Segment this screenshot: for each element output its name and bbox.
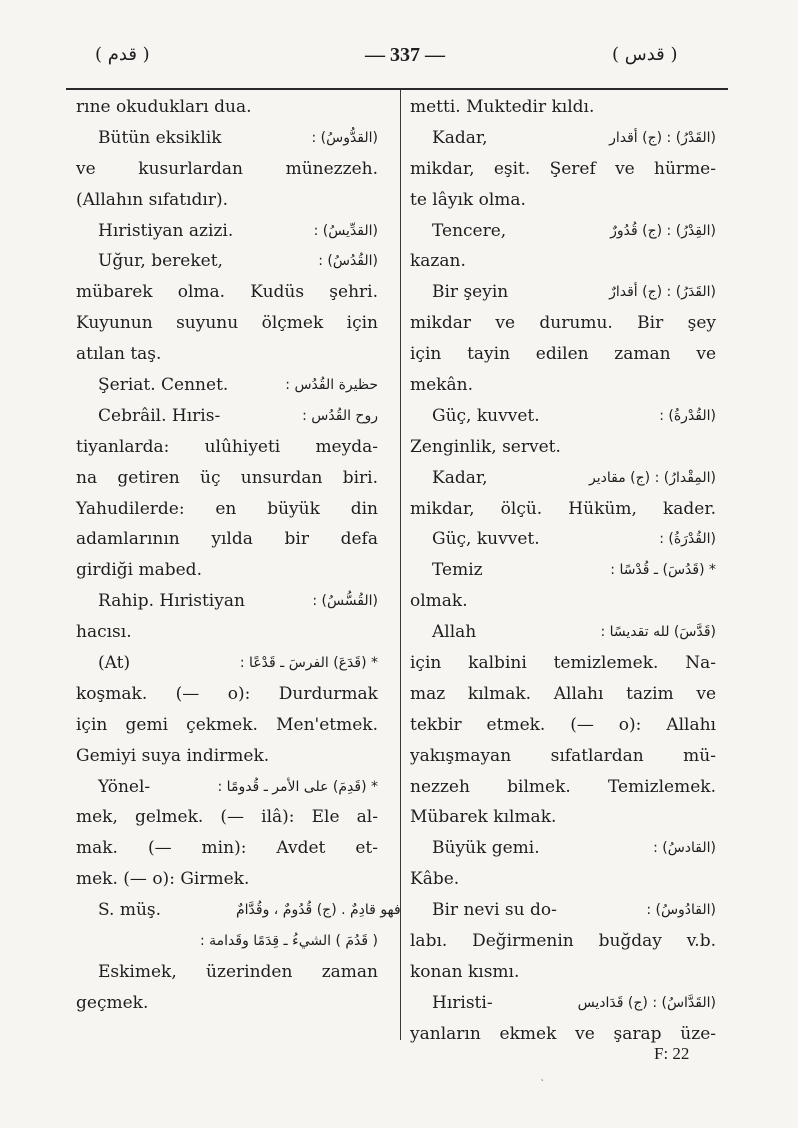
line-text: Kadar, xyxy=(432,467,488,488)
dictionary-line xyxy=(410,926,716,957)
page-number: — 337 — xyxy=(365,44,445,66)
dictionary-line xyxy=(76,401,378,432)
line-text: hacısı. xyxy=(76,622,132,643)
dictionary-line xyxy=(410,988,716,1019)
line-text: geçmek. xyxy=(76,992,149,1013)
line-text: Allah xyxy=(432,622,477,643)
arabic-headword: (القُسُّسُ) : xyxy=(312,593,378,610)
dictionary-line xyxy=(76,185,378,216)
dictionary-line xyxy=(410,833,716,864)
line-text: Kâbe. xyxy=(410,869,460,890)
line-text: adamlarının yılda bir defa xyxy=(76,529,378,550)
dictionary-line xyxy=(76,679,378,710)
arabic-headword: (القَدَّاسُ) : (ج) قَدَاديس xyxy=(577,994,716,1011)
line-text: Tencere, xyxy=(432,220,507,241)
line-text: mekân. xyxy=(410,375,473,396)
line-text: labı. Değirmenin buğday v.b. xyxy=(410,931,716,952)
line-text: yanların ekmek ve şarap üze- xyxy=(410,1023,716,1044)
line-text: na getiren üç unsurdan biri. xyxy=(76,467,378,488)
line-text: Hıristiyan azizi. xyxy=(98,220,234,241)
dictionary-line xyxy=(410,370,716,401)
arabic-headword: حظيرة القُدُس : xyxy=(285,377,378,394)
line-text: nezzeh bilmek. Temizlemek. xyxy=(410,776,716,797)
arabic-headword: فهو قادِمٌ . (ج) قُدُومٌ ، وقُدَّامٌ xyxy=(236,902,401,919)
dictionary-line xyxy=(410,123,716,154)
line-text: ve kusurlardan münezzeh. xyxy=(76,158,378,179)
arabic-headword: ( قَدُمَ ) الشيءُ ـ قِدَمًا وقَدامة : xyxy=(199,933,378,950)
line-text: Bir şeyin xyxy=(432,282,509,303)
line-text: tiyanlarda: ulûhiyeti meyda- xyxy=(76,436,378,457)
line-text: Bir nevi su do- xyxy=(432,900,557,921)
dictionary-line xyxy=(76,895,401,926)
line-text: için gemi çekmek. Men'etmek. xyxy=(76,714,378,735)
line-text: Kuyunun suyunu ölçmek için xyxy=(76,313,378,334)
dictionary-line xyxy=(410,246,716,277)
dictionary-line xyxy=(76,648,378,679)
arabic-headword: * (قَدُسَ) ـ قُدْسًا : xyxy=(610,562,716,579)
line-text: koşmak. (— o): Durdurmak xyxy=(76,683,378,704)
dictionary-line xyxy=(410,216,716,247)
dictionary-line xyxy=(76,710,378,741)
dictionary-line xyxy=(76,926,378,957)
line-text: Güç, kuvvet. xyxy=(432,529,540,550)
line-text: (Allahın sıfatıdır). xyxy=(76,189,228,210)
dictionary-line xyxy=(410,154,716,185)
dictionary-line xyxy=(410,617,716,648)
dictionary-line xyxy=(76,741,378,772)
dictionary-line xyxy=(76,277,378,308)
header-left-word: ( قدم ) xyxy=(95,44,150,65)
arabic-headword: (القدِّيسُ) : xyxy=(313,222,378,239)
arabic-headword: (القِدْرُ) : (ج) قُدُورٌ xyxy=(610,222,716,239)
line-text: Büyük gemi. xyxy=(432,838,540,859)
dictionary-line xyxy=(410,308,716,339)
line-text: Güç, kuvvet. xyxy=(432,405,540,426)
arabic-headword: (القَدْرُ) : (ج) أقدار xyxy=(609,129,716,146)
line-text: Eskimek, üzerinden zaman xyxy=(98,961,378,982)
line-text: Rahip. Hıristiyan xyxy=(98,591,245,612)
dictionary-line xyxy=(410,432,716,463)
line-text: S. müş. xyxy=(98,900,162,921)
dictionary-line xyxy=(410,895,716,926)
line-text: Cebrâil. Hıris- xyxy=(98,405,221,426)
dictionary-line xyxy=(410,524,716,555)
arabic-headword: (القُدُسُ) : xyxy=(318,253,378,270)
line-text: mikdar, eşit. Şeref ve hürme- xyxy=(410,158,716,179)
dictionary-line xyxy=(410,648,716,679)
dictionary-line xyxy=(76,864,378,895)
dictionary-line xyxy=(76,339,378,370)
left-column xyxy=(76,92,401,1019)
dictionary-line xyxy=(76,216,378,247)
dictionary-line xyxy=(410,339,716,370)
line-text: Zenginlik, servet. xyxy=(410,436,561,457)
print-speck: ˛ xyxy=(540,1072,545,1082)
dictionary-line xyxy=(76,833,378,864)
dictionary-line xyxy=(76,432,378,463)
dictionary-line xyxy=(76,555,378,586)
line-text: mikdar ve durumu. Bir şey xyxy=(410,313,716,334)
dictionary-line xyxy=(76,524,378,555)
dictionary-line xyxy=(76,92,378,123)
arabic-headword: (القُدْرةُ) : xyxy=(659,407,716,424)
dictionary-line xyxy=(76,802,378,833)
line-text: için kalbini temizlemek. Na- xyxy=(410,653,716,674)
dictionary-line xyxy=(410,802,716,833)
dictionary-line xyxy=(410,555,716,586)
line-text: Hıristi- xyxy=(432,992,493,1013)
arabic-headword: (القُدْرَةُ) : xyxy=(659,531,716,548)
line-text: Mübarek kılmak. xyxy=(410,807,557,828)
dictionary-line xyxy=(410,463,716,494)
arabic-headword: * (قَدِمَ) على الأمر ـ قُدومًا : xyxy=(217,778,378,795)
arabic-headword: (القدُّوسُ) : xyxy=(311,129,378,146)
line-text: girdiği mabed. xyxy=(76,560,202,581)
line-text: Yönel- xyxy=(98,776,151,797)
line-text: maz kılmak. Allahı tazim ve xyxy=(410,683,716,704)
dictionary-line xyxy=(76,123,378,154)
header-right-word: ( قدس ) xyxy=(612,44,678,65)
dictionary-line xyxy=(410,741,716,772)
line-text: tekbir etmek. (— o): Allahı xyxy=(410,714,716,735)
line-text: metti. Muktedir kıldı. xyxy=(410,97,595,117)
line-text: Şeriat. Cennet. xyxy=(98,375,229,396)
dictionary-line xyxy=(410,679,716,710)
dictionary-line xyxy=(76,370,378,401)
line-text: mikdar, ölçü. Hüküm, kader. xyxy=(410,498,716,519)
dictionary-line xyxy=(410,185,716,216)
arabic-headword: روح القُدُس : xyxy=(302,407,378,424)
line-text: mübarek olma. Kudüs şehri. xyxy=(76,282,378,303)
line-text: için tayin edilen zaman ve xyxy=(410,344,716,365)
line-text: Bütün eksiklik xyxy=(98,127,222,148)
line-text: mek, gelmek. (— ilâ): Ele al- xyxy=(76,807,378,828)
arabic-headword: (القادسُ) : xyxy=(653,840,716,857)
line-text: mak. (— min): Avdet et- xyxy=(76,838,378,859)
line-text: mek. (— o): Girmek. xyxy=(76,869,250,890)
dictionary-line xyxy=(76,988,378,1019)
printer-signature: F: 22 xyxy=(654,1044,690,1063)
line-text: konan kısmı. xyxy=(410,961,520,982)
line-text: (At) xyxy=(98,653,131,674)
dictionary-line xyxy=(76,586,378,617)
dictionary-line xyxy=(410,586,716,617)
dictionary-line xyxy=(410,710,716,741)
dictionary-line xyxy=(76,154,378,185)
line-text: olmak. xyxy=(410,591,468,612)
arabic-headword: (القَدَرُ) : (ج) أقدارٌ xyxy=(609,284,716,301)
line-text: Gemiyi suya indirmek. xyxy=(76,745,270,766)
line-text: Uğur, bereket, xyxy=(98,251,223,272)
arabic-headword: (القادُوسُ) : xyxy=(646,902,716,919)
dictionary-line xyxy=(410,957,716,988)
right-column xyxy=(410,92,716,1050)
header-rule xyxy=(66,88,728,90)
dictionary-line xyxy=(410,277,716,308)
dictionary-line xyxy=(76,463,378,494)
line-text: Yahudilerde: en büyük din xyxy=(76,498,378,519)
line-text: rıne okudukları dua. xyxy=(76,97,252,117)
line-text: kazan. xyxy=(410,251,466,272)
line-text: Temiz xyxy=(432,560,483,581)
line-text: atılan taş. xyxy=(76,344,162,365)
arabic-headword: (قَدَّسَ) لله تقديسًا : xyxy=(600,624,716,641)
dictionary-line xyxy=(76,957,378,988)
dictionary-line xyxy=(76,494,378,525)
dictionary-line xyxy=(76,246,378,277)
dictionary-line xyxy=(76,772,378,803)
dictionary-line xyxy=(410,92,716,123)
dictionary-line xyxy=(410,864,716,895)
line-text: yakışmayan sıfatlardan mü- xyxy=(410,745,716,766)
arabic-headword: (المِقْدارُ) : (ج) مقادير xyxy=(589,469,716,486)
dictionary-line xyxy=(76,308,378,339)
dictionary-line xyxy=(410,494,716,525)
dictionary-line xyxy=(410,401,716,432)
line-text: te lâyık olma. xyxy=(410,189,526,210)
dictionary-line xyxy=(76,617,378,648)
dictionary-line xyxy=(410,772,716,803)
arabic-headword: * (قَدَعَ) الفرسَ ـ قَدْعًا : xyxy=(239,655,378,672)
line-text: Kadar, xyxy=(432,127,488,148)
